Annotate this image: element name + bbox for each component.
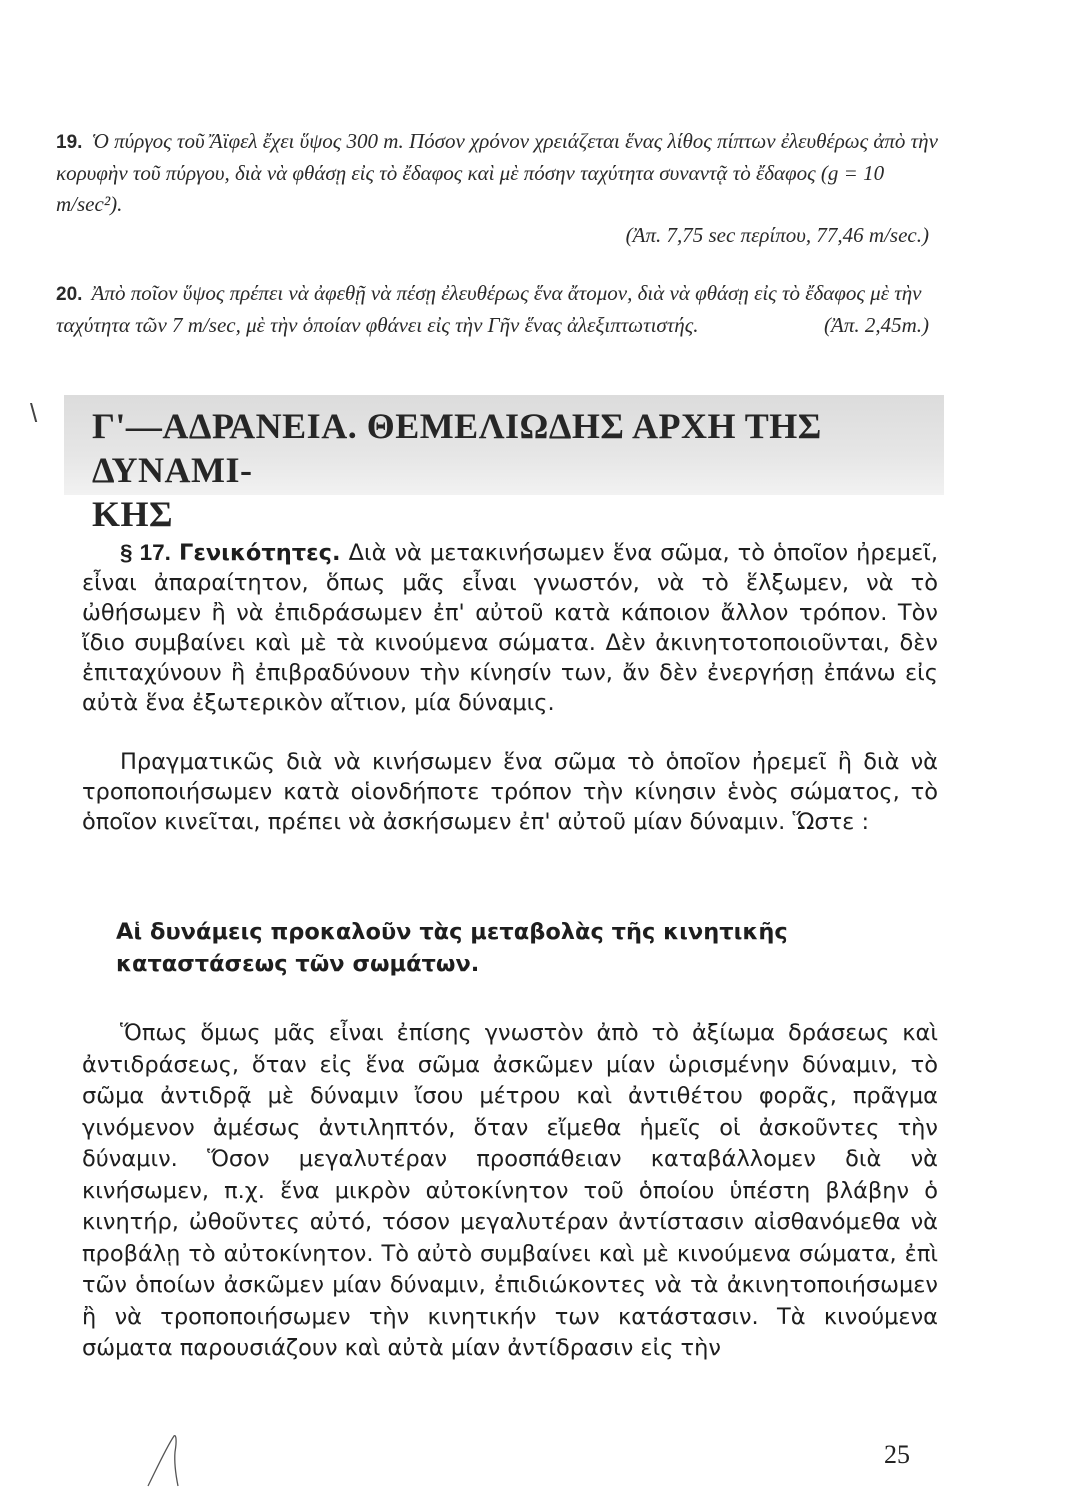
exercise-answer: (Ἀπ. 7,75 sec περίπου, 77,46 m/sec.) (625, 223, 929, 247)
page-number: 25 (884, 1440, 910, 1469)
exercise-20 (56, 278, 941, 341)
section-paragraph-1 (82, 538, 938, 718)
section-paragraph-3 (82, 1018, 938, 1365)
chapter-title-line-2: ΚΗΣ (92, 494, 174, 534)
exercise-text: Ὁ πύργος τοῦ Ἄϊφελ ἔχει ὕψος 300 m. Πόσον χρόνον χρειάζεται ἕνας λίθος πίπτων ἐλευθέρως ἀπὸ τὴν κορυφὴν τοῦ πύργου, διὰ νὰ φθάσῃ εἰς τὸ ἔδαφος καὶ μὲ πόσην ταχύτητα συναντᾷ τὸ ἔδαφος (g = 10 m/sec²). (56, 129, 938, 216)
paragraph-text: Ὅπως ὅμως μᾶς εἶναι ἐπίσης γνωστὸν ἀπὸ τὸ ἀξίωμα δράσεως καὶ ἀντιδράσεως, ὅταν εἰς ἕνα σῶμα ἀσκῶμεν μίαν ὡρισμένην δύναμιν, τὸ σῶμα ἀντιδρᾷ μὲ δύναμιν ἴσου μέτρου καὶ ἀντιθέτου φορᾶς, πρᾶγμα γινόμενον ἀμέσως ἀντιληπτόν, ὅταν εἴμεθα ἡμεῖς οἱ ἀσκοῦντες τὴν δύναμιν. Ὅσον μεγαλυτέραν προσπάθειαν καταβάλλομεν διὰ νὰ κινήσωμεν, π.χ. ἕνα μικρὸν αὐτοκίνητον τοῦ ὁποίου ὑπέστη βλάβην ὁ κινητήρ, ὠθοῦντες αὐτό, τόσον μεγαλυτέραν ἀντίστασιν αἰσθανόμεθα νὰ προβάλῃ τὸ αὐτοκίνητον. Τὸ αὐτὸ συμβαίνει καὶ μὲ κινούμενα σώματα, ἐπὶ τῶν ὁποίων ἀσκῶμεν μίαν δύναμιν, ἐπιδιώκοντες νὰ τὰ ἀκινητοποιήσωμεν ἢ νὰ τροποποιήσωμεν τὴν κινητικήν των κατάστασιν. Τὰ κινούμενα σώματα παρουσιάζουν καὶ αὐτὰ μίαν ἀντίδρασιν εἰς τὴν (82, 1020, 938, 1361)
principle-statement: Αἱ δυνάμεις προκαλοῦν τὰς μεταβολὰς τῆς κινητικῆς καταστάσεως τῶν σωμάτων. (116, 919, 788, 977)
chapter-title-line-1: Γ'—ΑΔΡΑΝΕΙΑ. ΘΕΜΕΛΙΩΔΗΣ ΑΡΧΗ ΤΗΣ ΔΥΝΑΜΙ- (92, 406, 822, 490)
chapter-title (92, 404, 952, 536)
exercise-19 (56, 126, 941, 251)
exercise-answer: (Ἀπ. 2,45m.) (824, 313, 929, 337)
paragraph-text: Διὰ νὰ μετακινήσωμεν ἕνα σῶμα, τὸ ὁποῖον ἠρεμεῖ, εἶναι ἀπαραίτητον, ὅπως μᾶς εἶναι γνωστόν, νὰ τὸ ἕλξωμεν, νὰ τὸ ὠθήσωμεν ἢ νὰ ἐπιδράσωμεν ἐπ' αὐτοῦ κατὰ κάποιον ἄλλον τρόπον. Τὸν ἴδιο συμβαίνει καὶ μὲ τὰ κινούμενα σώματα. Δὲν ἀκινητοτοποιοῦνται, δὲν ἐπιταχύνουν ἢ ἐπιβραδύνουν τὴν κίνησίν των, ἄν δὲν ἐνεργήσῃ ἐπάνω εἰς αὐτὰ ἕνα ἐξωτερικὸν αἴτιον, μία δύναμις. (82, 540, 939, 716)
exercise-text: Ἀπὸ ποῖον ὕψος πρέπει νὰ ἀφεθῇ νὰ πέσῃ ἐλευθέρως ἕνα ἄτομον, διὰ νὰ φθάσῃ εἰς τὸ ἔδαφος μὲ τὴν ταχύτητα τῶν 7 m/sec, μὲ τὴν ὁποίαν φθάνει εἰς τὴν Γῆν ἕνας ἀλεξιπτωτιστής. (56, 281, 922, 337)
section-title: Γενικότητες. (178, 540, 341, 566)
exercise-number: 19. (56, 132, 83, 153)
pen-scribble-mark (144, 1430, 184, 1490)
paragraph-text: Πραγματικῶς διὰ νὰ κινήσωμεν ἕνα σῶμα τὸ ὁποῖον ἠρεμεῖ ἢ διὰ νὰ τροποποιήσωμεν κατὰ οἱονδήποτε τρόπον τὴν κίνησιν ἑνὸς σώματος, τὸ ὁποῖον κινεῖται, πρέπει νὰ ἀσκήσωμεν ἐπ' αὐτοῦ μίαν δύναμιν. Ὥστε : (82, 749, 938, 835)
margin-mark: \ (30, 398, 38, 428)
section-paragraph-2 (82, 747, 938, 837)
exercise-number: 20. (56, 284, 83, 305)
section-number: § 17. (120, 540, 171, 565)
